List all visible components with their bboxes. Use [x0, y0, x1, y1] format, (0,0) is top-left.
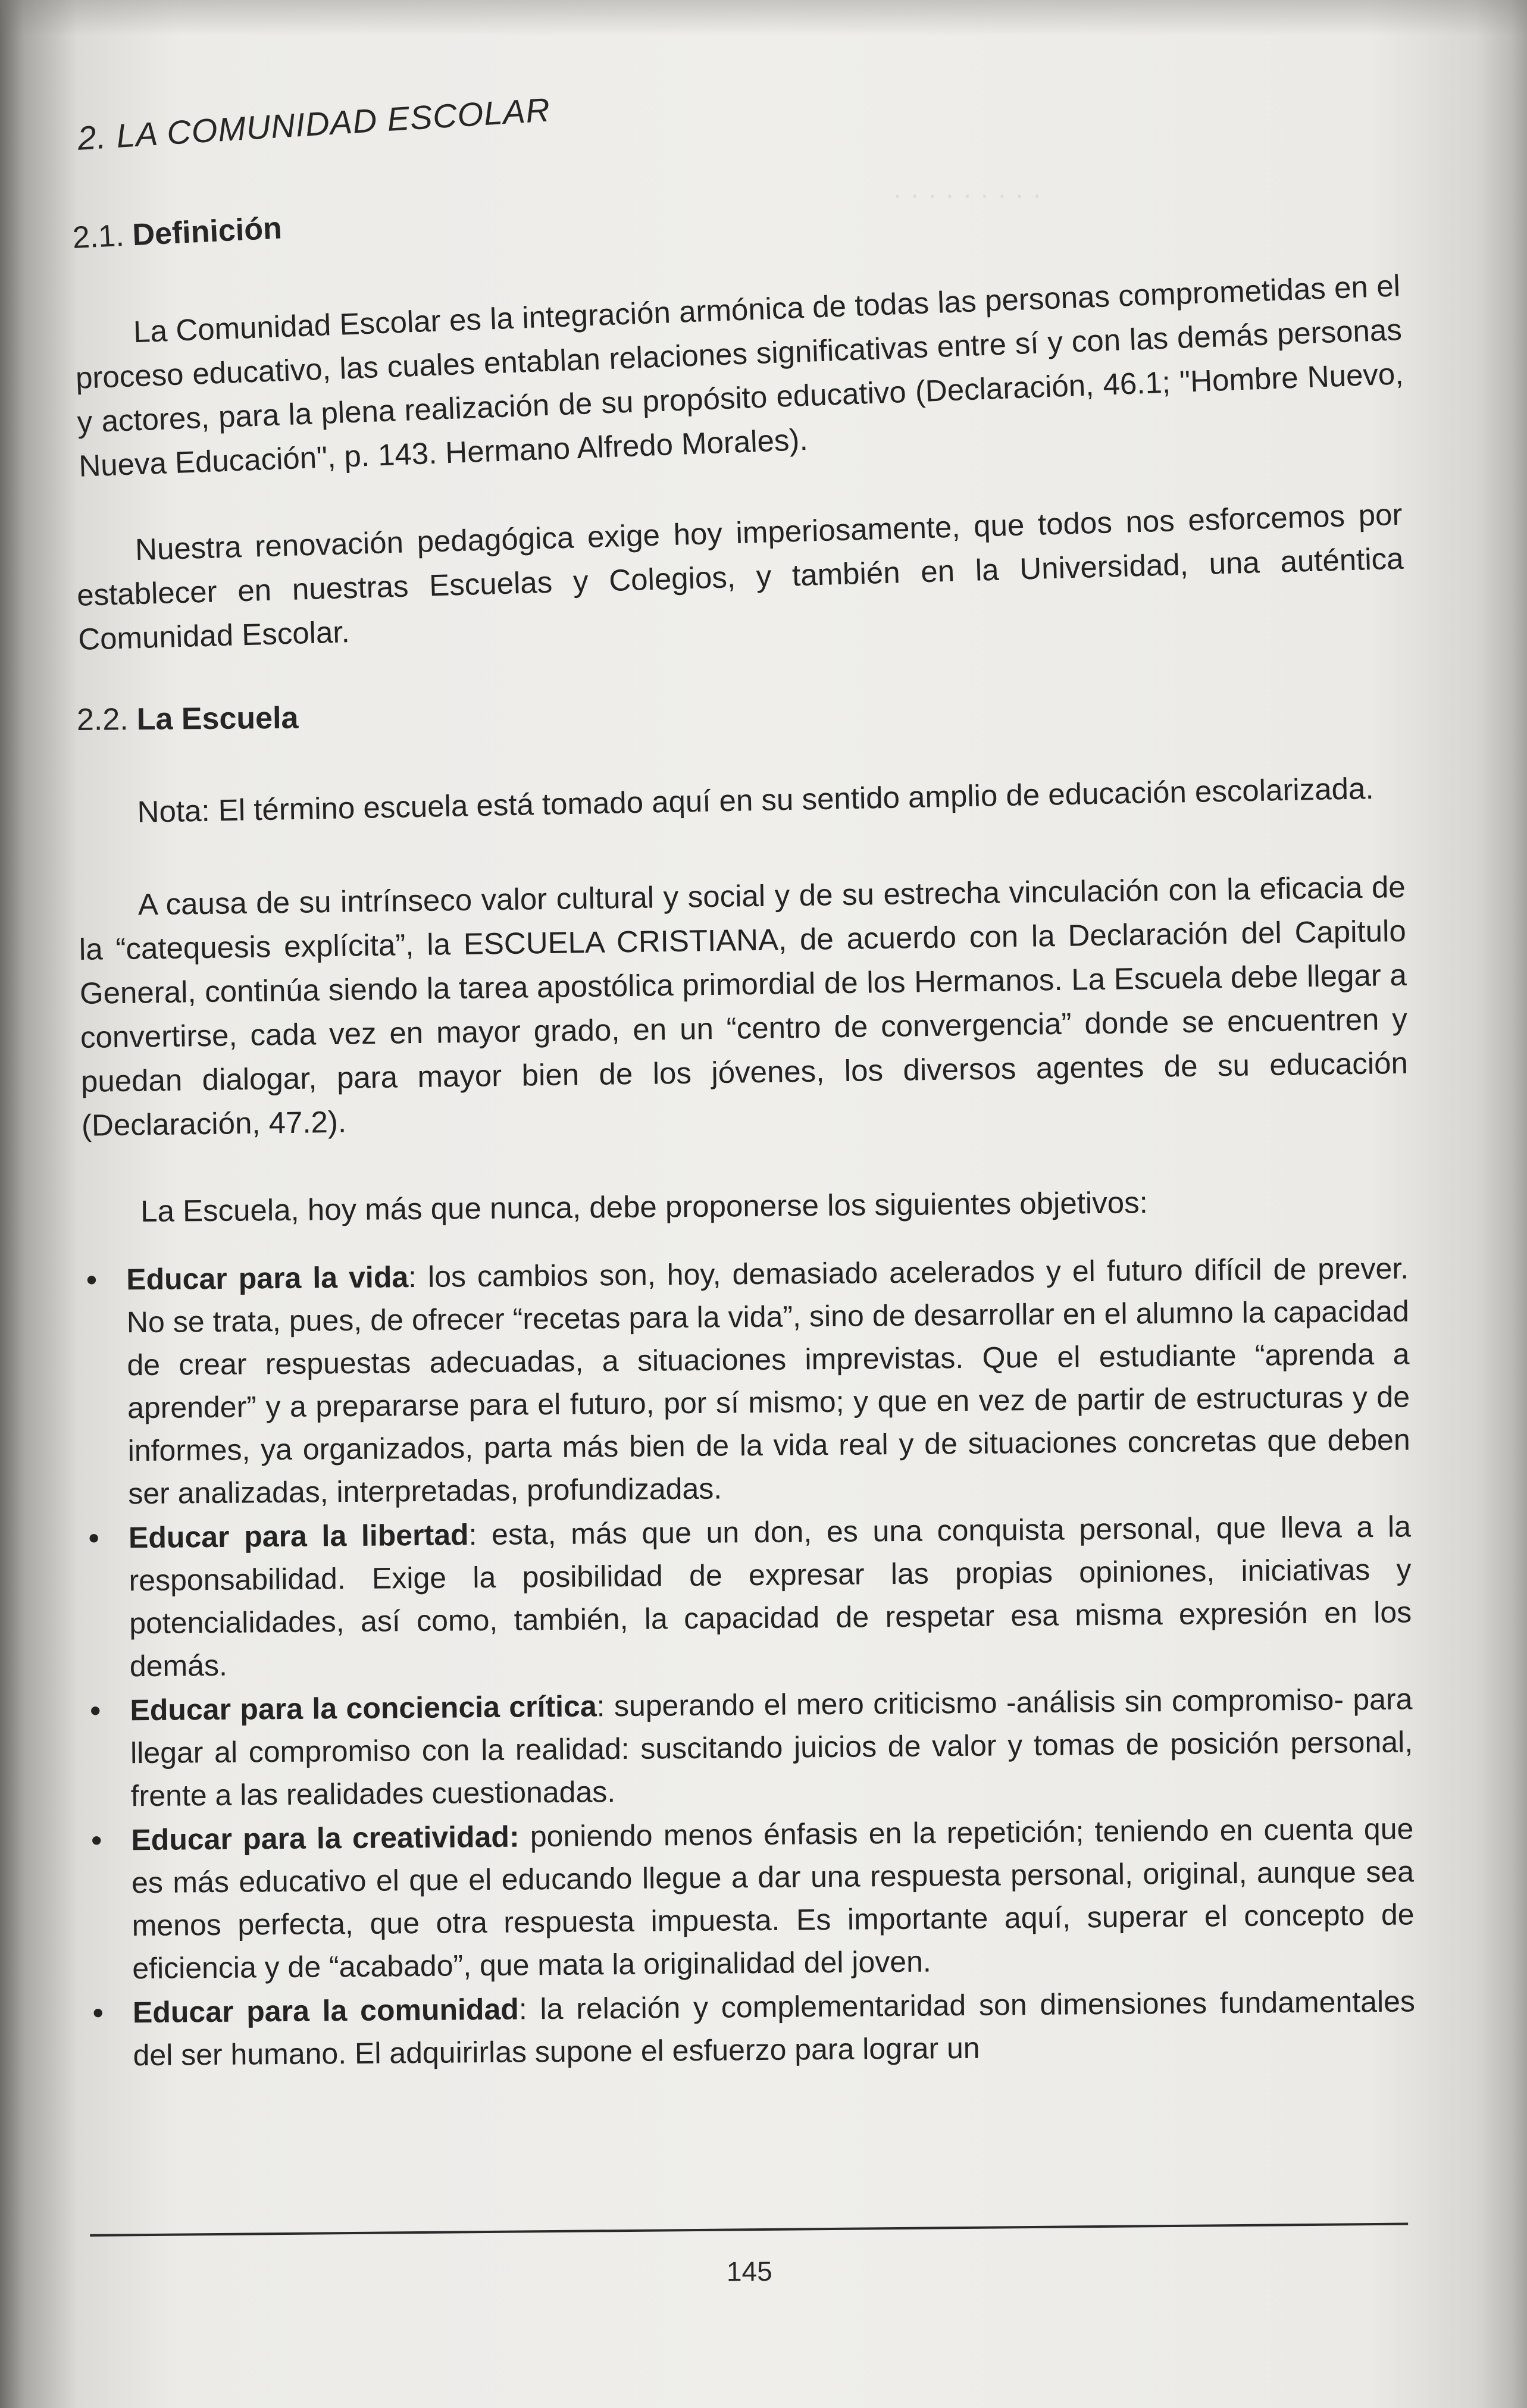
objective-text: : esta, más que un don, es una conquista personal, que lleva a la responsabilidad. Exige la posibilidad de expresar las propias opiniones, iniciativas y potencialidades, así como, también, la capacidad de respetar esa misma expresión en los demás.: [129, 1510, 1412, 1683]
definition-paragraph: La Comunidad Escolar es la integración armónica de todas las personas comprometidas en el proceso educativo, las cuales entablan relaciones significativas entre sí y con las demás personas y actores, para la plena realización de su propósito educativo (Declaración, 46.1; "Hombre Nuevo, Nueva Educación", p. 143. Hermano Alfredo Morales).: [75, 268, 1404, 483]
section-title: Definición: [132, 211, 283, 253]
section-title: La Escuela: [136, 700, 299, 737]
objectives-list: [82, 1247, 1416, 2078]
section-heading-la-escuela: [77, 700, 299, 738]
objective-text: : superando el mero criticismo -análisis sin compromiso- para llegar al compromiso con la realidad: suscitando juicios de valor y tomas de posición personal, frente a las realidades cuestionadas.: [130, 1682, 1413, 1813]
school-paragraph: A causa de su intrínseco valor cultural y social y de su estrecha vinculación con la eficacia de la “catequesis explícita”, la ESCUELA CRISTIANA, de acuerdo con la Declaración del Capitulo General, continúa siendo la tarea apostólica primordial de los Hermanos. La Escuela debe llegar a convertirse, cada vez en mayor grado, en un “centro de convergencia” donde se encuentren y puedan dialogar, para mayor bien de los jóvenes, los diversos agentes de su educación (Declaración, 47.2).: [79, 869, 1409, 1142]
renewal-paragraph: Nuestra renovación pedagógica exige hoy imperiosamente, que todos nos esforcemos por establecer en nuestras Escuelas y Colegios, y también en la Universidad, una auténtica Comunidad Escolar.: [76, 497, 1404, 656]
list-item: [88, 1980, 1416, 2077]
objective-title: Educar para la libertad: [128, 1518, 469, 1555]
list-item: [86, 1807, 1415, 1990]
list-item: [82, 1247, 1411, 1515]
section-number: 2.1.: [71, 218, 125, 255]
note-paragraph: Nota: El término escuela está tomado aquí en su sentido amplio de educación escolarizada.: [137, 771, 1374, 829]
objective-title: Educar para la vida: [126, 1260, 409, 1297]
bullet-icon: •: [90, 1693, 101, 1727]
page-number: 145: [726, 2255, 772, 2287]
section-heading-definicion: [72, 210, 283, 256]
objective-title: Educar para la conciencia crítica: [130, 1689, 597, 1727]
objective-text: : los cambios son, hoy, demasiado acelerados y el futuro difícil de prever. No se trata, pues, de ofrecer “recetas para la vida”, sino de desarrollar en el alumno la capacidad de crear respuestas adecuadas, a situaciones imprevistas. Que el estudiante “aprenda a aprender” y a prepararse para el futuro, por sí mismo; y que en vez de partir de estructuras y de informes, ya organizados, parta más bien de la vida real y de situaciones concretas que deben ser analizadas, interpretadas, profundizadas.: [126, 1251, 1410, 1511]
bullet-icon: •: [86, 1263, 97, 1297]
list-item: [85, 1677, 1413, 1817]
section-number: 2.2.: [76, 702, 129, 737]
objectives-intro: La Escuela, hoy más que nunca, debe proponerse los siguientes objetivos:: [140, 1185, 1148, 1229]
bleed-through-text: · · · · · · · · ·: [893, 179, 1042, 211]
bullet-icon: •: [92, 1996, 104, 2030]
objective-title: Educar para la comunidad: [132, 1992, 520, 2030]
bullet-icon: •: [88, 1521, 99, 1555]
bullet-icon: •: [91, 1823, 102, 1857]
objective-text: : la relación y complementaridad son dimensiones fundamentales del ser humano. El adquirirlas supone el esfuerzo para lograr un: [133, 1984, 1416, 2072]
footer-rule: [90, 2223, 1408, 2237]
objective-text: poniendo menos énfasis en la repetición; teniendo en cuenta que es más educativo el que el educando llegue a dar una respuesta personal, original, aunque sea menos perfecta, que otra respuesta impuesta. Es importante aquí, superar el concepto de eficiencia y de “acabado”, que mata la originalidad del joven.: [131, 1812, 1415, 1986]
page-content: [71, 90, 1436, 2368]
page-shadow: [0, 0, 1527, 36]
list-item: [84, 1505, 1412, 1687]
objective-title: Educar para la creatividad:: [131, 1820, 520, 1857]
chapter-title: 2. LA COMUNIDAD ESCOLAR: [76, 90, 552, 157]
